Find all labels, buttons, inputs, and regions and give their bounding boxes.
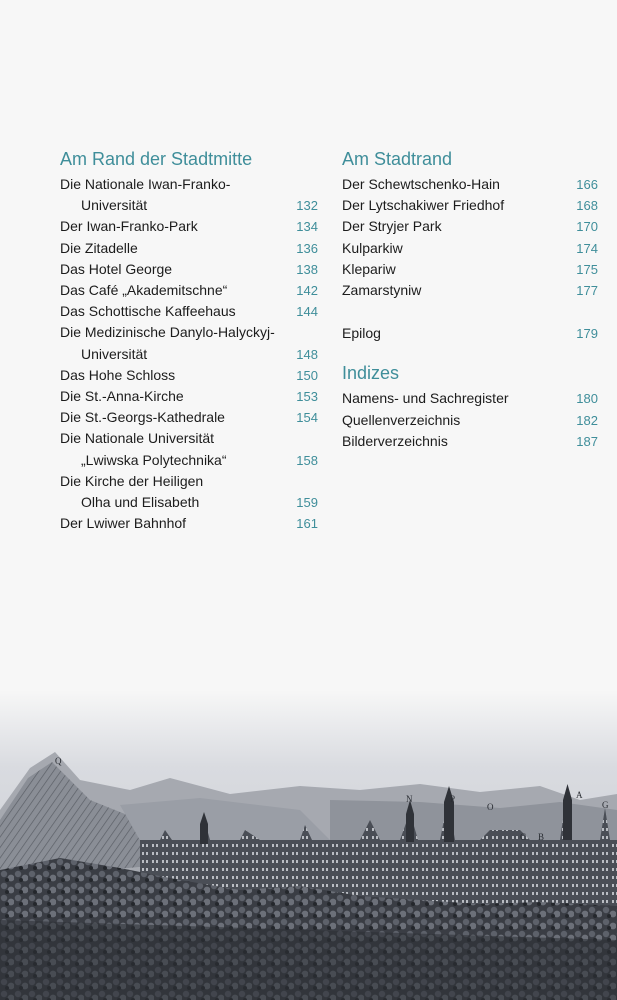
- toc-entry-list: [342, 174, 598, 301]
- toc-entry-title: Der Schewtschenko-Hain: [342, 176, 500, 192]
- toc-entry[interactable]: [342, 195, 598, 216]
- section-heading-am-rand-der-stadtmitte: Am Rand der Stadtmitte: [60, 149, 253, 169]
- engraving-letter: B: [538, 832, 545, 842]
- toc-entry-line: [60, 238, 318, 259]
- toc-entry-line: [60, 386, 318, 407]
- toc-entry-title: Die Nationale Universität: [60, 430, 215, 447]
- section-heading-indizes: Indizes: [342, 363, 400, 384]
- toc-entry-line: [60, 259, 318, 280]
- toc-entry[interactable]: [60, 365, 318, 386]
- toc-entry-title: Die St.-Anna-Kirche: [60, 388, 184, 405]
- toc-entry-line: [60, 216, 318, 237]
- toc-entry-title: Die Medizinische Danylo-Halyckyj-: [60, 324, 275, 341]
- toc-entry-title: Olha und Elisabeth: [81, 494, 200, 511]
- toc-entry-line: [60, 365, 318, 386]
- toc-entry-line: [60, 492, 318, 513]
- toc-page-number: 182: [576, 412, 598, 428]
- toc-entry-line: [60, 471, 318, 492]
- toc-entry[interactable]: [342, 431, 598, 452]
- toc-page-number: 134: [296, 219, 318, 235]
- engraving-letter: O: [487, 802, 494, 812]
- toc-entry-title: Universität: [81, 345, 148, 362]
- toc-entry-title: Bilderverzeichnis: [342, 432, 448, 449]
- engraving-letter: Q: [55, 756, 62, 766]
- toc-page-number: 132: [296, 198, 318, 214]
- toc-entry[interactable]: [342, 280, 598, 301]
- toc-entry[interactable]: [60, 322, 318, 364]
- toc-entry-line: [60, 195, 318, 216]
- toc-page-number: 174: [576, 240, 598, 256]
- toc-entry-line: [342, 174, 598, 195]
- engraving-letter: C: [520, 832, 527, 842]
- toc-entry-title: Universität: [81, 197, 148, 214]
- toc-page-number: 180: [576, 391, 598, 407]
- toc-page-number: 177: [576, 283, 598, 299]
- toc-entry-title: Die St.-Georgs-Kathedrale: [60, 409, 225, 426]
- toc-page-number: 168: [576, 198, 598, 214]
- toc-entry-title: Der Iwan-Franko-Park: [60, 218, 198, 235]
- toc-entry-title: Die Zitadelle: [60, 239, 138, 256]
- toc-entry-line: [342, 410, 598, 431]
- toc-page-number: 166: [576, 177, 598, 192]
- toc-entry-line: [342, 280, 598, 301]
- toc-entry-list: [342, 388, 598, 452]
- toc-entry[interactable]: [60, 174, 318, 216]
- toc-page-number: 153: [296, 389, 318, 405]
- toc-page-number: 138: [296, 261, 318, 277]
- toc-right-column: [342, 148, 598, 452]
- toc-entry[interactable]: [60, 301, 318, 322]
- engraving-letter: P: [450, 794, 456, 804]
- engraving-letter: G: [602, 800, 609, 810]
- toc-page-number: 144: [296, 304, 318, 320]
- toc-entry-title: Namens- und Sachregister: [342, 390, 509, 407]
- toc-entry[interactable]: [60, 386, 318, 407]
- toc-entry-title: Der Lytschakiwer Friedhof: [342, 197, 505, 214]
- toc-entry-line: [60, 174, 318, 195]
- section-spacer: [342, 301, 598, 323]
- toc-entry-line: [60, 428, 318, 449]
- toc-entry-line: [60, 322, 318, 343]
- toc-page-number: 159: [296, 495, 318, 511]
- toc-page-number: 187: [576, 433, 598, 449]
- toc-entry[interactable]: [342, 174, 598, 195]
- toc-page-number: 136: [296, 240, 318, 256]
- toc-entry[interactable]: [60, 238, 318, 259]
- toc-page-number: 170: [576, 219, 598, 235]
- toc-entry-line: [60, 344, 318, 365]
- engraving-letter: N: [406, 794, 413, 804]
- toc-entry-title: „Lwiwska Polytechnika“: [81, 451, 227, 468]
- toc-page-number: 161: [296, 516, 318, 532]
- toc-entry[interactable]: [60, 216, 318, 237]
- toc-entry-line: [342, 238, 598, 259]
- toc-page-number: 154: [296, 410, 318, 426]
- toc-entry[interactable]: [342, 238, 598, 259]
- toc-page-number: 179: [576, 326, 598, 342]
- toc-entry-epilog[interactable]: [342, 323, 598, 344]
- toc-entry-title: Das Hohe Schloss: [60, 366, 176, 383]
- toc-left-column: [60, 148, 318, 534]
- toc-entry-title: Der Stryjer Park: [342, 218, 442, 235]
- toc-entry-title: Die Nationale Iwan-Franko-: [60, 176, 231, 192]
- toc-page-number: 148: [296, 346, 318, 362]
- toc-entry-title: Das Hotel George: [60, 260, 173, 277]
- toc-entry-line: [342, 195, 598, 216]
- toc-entry-line: [60, 407, 318, 428]
- toc-entry-line: [60, 513, 318, 534]
- toc-entry-title: Der Lwiwer Bahnhof: [60, 515, 187, 532]
- toc-page-number: 150: [296, 367, 318, 383]
- city-panorama-engraving: [0, 690, 617, 1000]
- toc-entry[interactable]: [60, 407, 318, 428]
- toc-entry-line: [60, 301, 318, 322]
- toc-entry-line: [342, 431, 598, 452]
- toc-entry-line: [342, 259, 598, 280]
- toc-entry-title: Das Schottische Kaffeehaus: [60, 303, 236, 320]
- toc-entry[interactable]: [60, 259, 318, 280]
- toc-entry[interactable]: [342, 259, 598, 280]
- toc-entry-title: Das Café „Akademitschne“: [60, 282, 228, 299]
- toc-entry[interactable]: [60, 513, 318, 534]
- toc-entry[interactable]: [342, 216, 598, 237]
- toc-entry-title: Zamarstyniw: [342, 282, 422, 299]
- toc-entry-title: Epilog: [342, 325, 381, 342]
- toc-page-number: 142: [296, 283, 318, 299]
- toc-entry-title: Quellenverzeichnis: [342, 411, 461, 428]
- toc-entry-line: [60, 450, 318, 471]
- section-heading-am-stadtrand: Am Stadtrand: [342, 149, 453, 169]
- section-spacer: [342, 344, 598, 362]
- toc-page-number: 158: [296, 452, 318, 468]
- toc-entry-title: Kulparkiw: [342, 239, 403, 256]
- toc-entry[interactable]: [60, 428, 318, 470]
- engraving-letter: A: [576, 790, 583, 800]
- toc-entry-title: Die Kirche der Heiligen: [60, 472, 204, 489]
- toc-page-number: 175: [576, 261, 598, 277]
- toc-entry[interactable]: [60, 471, 318, 513]
- toc-entry[interactable]: [60, 280, 318, 301]
- toc-entry-line: [342, 388, 598, 409]
- toc-entry[interactable]: [342, 410, 598, 431]
- toc-entry-list: [60, 174, 318, 534]
- toc-entry-title: Klepariw: [342, 260, 396, 277]
- toc-entry-line: [60, 280, 318, 301]
- toc-entry-line: [342, 216, 598, 237]
- toc-entry[interactable]: [342, 388, 598, 409]
